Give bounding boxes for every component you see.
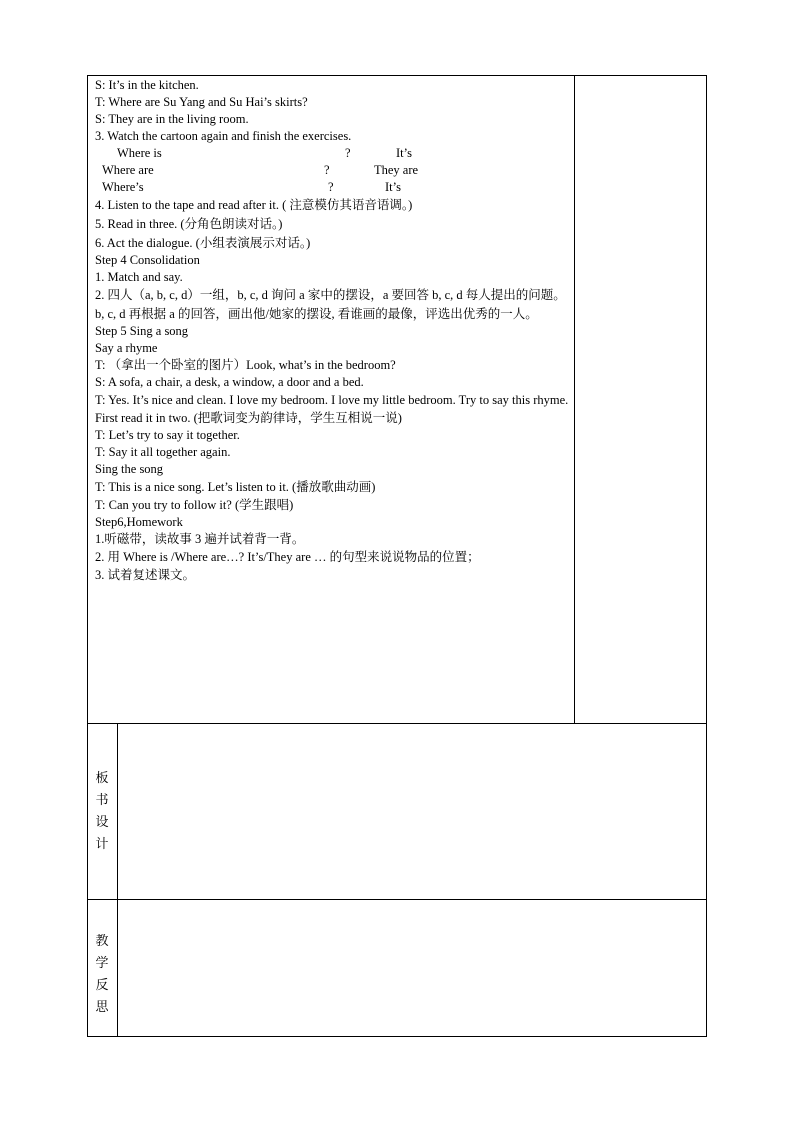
step-heading: Step 5 Sing a song	[95, 324, 189, 338]
pattern-question: Where are	[102, 163, 154, 177]
row-divider-board	[87, 723, 707, 724]
dialogue-line: S: A sofa, a chair, a desk, a window, a door and a bed.	[95, 375, 364, 389]
instruction-line: 1. Match and say.	[95, 270, 183, 284]
pattern-answer: It’s	[396, 146, 412, 160]
dialogue-line: T: （拿出一个卧室的图片）Look, what’s in the bedroom?	[95, 358, 396, 372]
pattern-mark: ?	[328, 180, 334, 194]
dialogue-line: S: They are in the living room.	[95, 112, 249, 126]
pattern-mark: ?	[345, 146, 351, 160]
instruction-line: Say a rhyme	[95, 341, 158, 355]
pattern-question: Where is	[117, 146, 162, 160]
row-divider-reflection	[87, 899, 707, 900]
step-heading: Step6,Homework	[95, 515, 183, 529]
exercise-pattern	[95, 145, 571, 162]
homework-item: 2. 用 Where is /Where are…? It’s/They are … 的句型来说说物品的位置；	[95, 550, 480, 564]
instruction-line: 4. Listen to the tape and read after it. ( 注意模仿其语音语调。)	[95, 198, 413, 212]
pattern-answer: It’s	[385, 180, 401, 194]
dialogue-line: T: Can you try to follow it? (学生跟唱)	[95, 498, 294, 512]
board-design-label: 板 书 设 计	[95, 770, 109, 851]
homework-item: 1.听磁带，读故事 3 遍并试着背一背。	[95, 532, 305, 546]
exercise-pattern	[95, 162, 571, 179]
dialogue-line: T: Say it all together again.	[95, 445, 231, 459]
dialogue-paragraph: T: Yes. It’s nice and clean. I love my bedroom. I love my little bedroom. Try to say this rhyme. First read it in two. (把歌词变为韵律诗，学生互相说一说)	[95, 393, 569, 425]
label-column-divider	[117, 723, 118, 1037]
instruction-paragraph: 2. 四人（a, b, c, d）一组，b, c, d 询问 a 家中的摆设，a 要回答 b, c, d 每人提出的问题。b, c, d 再根据 a 的回答，画出他/她家的摆设, 看谁画的最像，评选出优秀的一人。	[95, 288, 566, 321]
pattern-answer: They are	[374, 163, 419, 177]
dialogue-line: S: It’s in the kitchen.	[95, 78, 199, 92]
pattern-question: Where’s	[102, 180, 144, 194]
step-heading: Sing the song	[95, 462, 164, 476]
pattern-mark: ?	[324, 163, 330, 177]
dialogue-line: T: Where are Su Yang and Su Hai’s skirts?	[95, 95, 308, 109]
instruction-line: 6. Act the dialogue. (小组表演展示对话。)	[95, 236, 311, 250]
teaching-reflection-label: 教 学 反 思	[95, 933, 109, 1014]
instruction-line: 3. Watch the cartoon again and finish the exercises.	[95, 129, 352, 143]
homework-item: 3. 试着复述课文。	[95, 568, 196, 582]
notes-column-divider	[574, 75, 575, 723]
dialogue-line: T: Let’s try to say it together.	[95, 428, 240, 442]
dialogue-line: T: This is a nice song. Let’s listen to it. (播放歌曲动画)	[95, 480, 376, 494]
exercise-pattern	[95, 179, 571, 196]
step-heading: Step 4 Consolidation	[95, 253, 200, 267]
lesson-content	[95, 77, 571, 584]
instruction-line: 5. Read in three. (分角色朗读对话。)	[95, 217, 283, 231]
